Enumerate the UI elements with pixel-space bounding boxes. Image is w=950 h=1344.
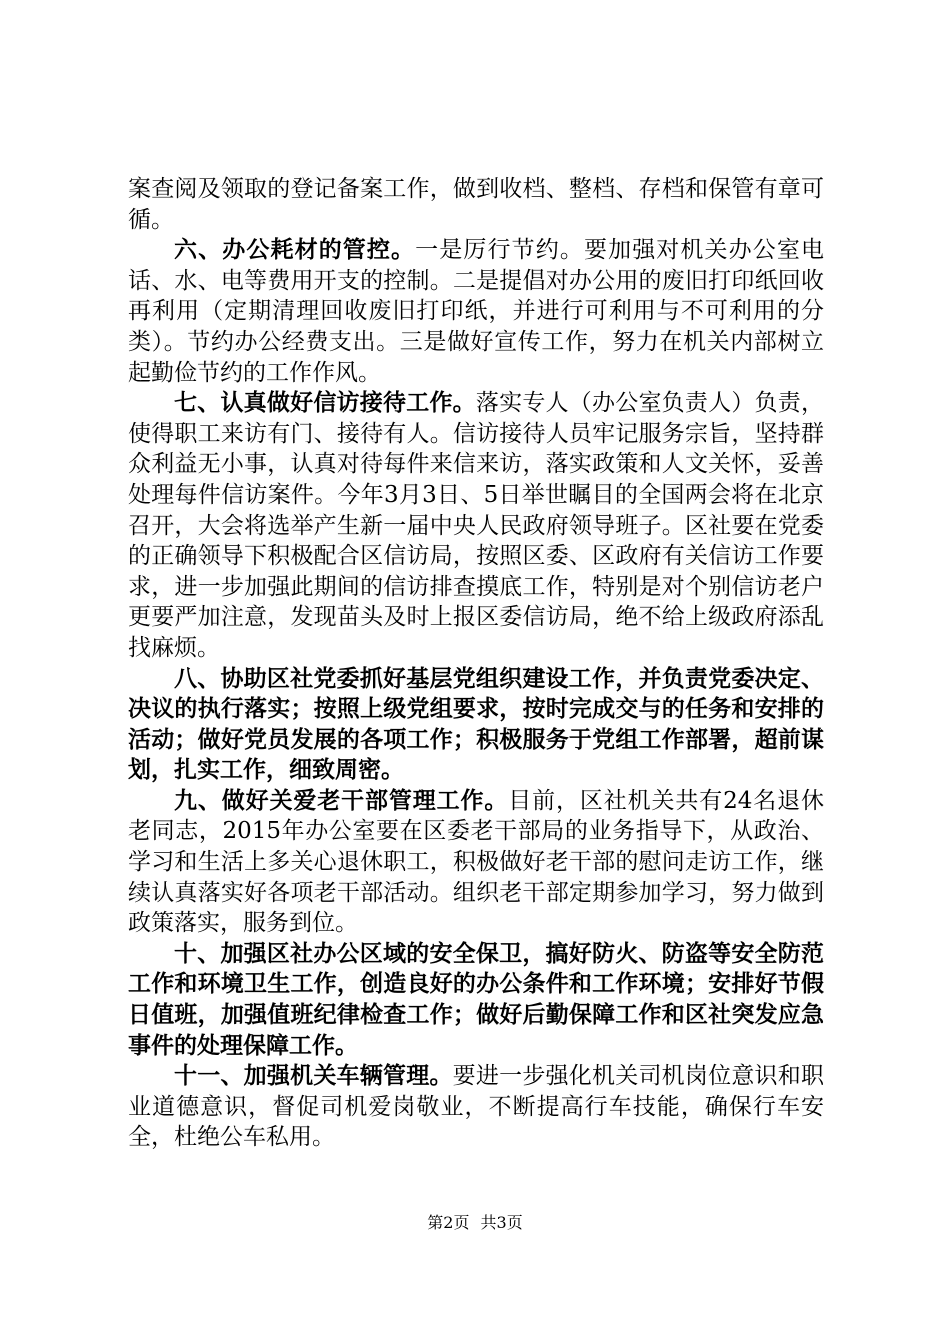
paragraph-text: 一是厉行节约。要加强对机关办公室电话、水、电等费用开支的控制。二是提倡对办公用的废旧打印纸回收再利用（定期清理回收废旧打印纸，并进行可利用与不可利用的分类）。节约办公经费支出。三是做好宣传工作，努力在机关内部树立起勤俭节约的工作作风。	[128, 237, 825, 386]
paragraph-text: 案查阅及领取的登记备案工作，做到收档、整档、存档和保管有章可循。	[128, 176, 824, 233]
page-footer	[0, 1213, 950, 1233]
paragraph-heading: 七、认真做好信访接待工作。	[174, 389, 476, 417]
paragraph-text: 要进一步强化机关司机岗位意识和职业道德意识，督促司机爱岗敬业，不断提高行车技能，确保行车安全，杜绝公车私用。	[128, 1063, 825, 1151]
page-total: 共3页	[480, 1213, 523, 1232]
paragraph-heading: 十一、加强机关车辆管理。	[174, 1062, 453, 1090]
paragraph-security	[128, 939, 824, 1061]
paragraph-office-supplies	[128, 235, 824, 388]
paragraph-vehicle-management	[128, 1061, 824, 1153]
paragraph-petition-reception	[128, 388, 824, 663]
paragraph-text: 落实专人（办公室负责人）负责，使得职工来访有门、接待有人。信访接待人员牢记服务宗旨，坚持群众利益无小事，认真对待每件来信来访，落实政策和人文关怀，妥善处理每件信访案件。今年3月3日、5日举世瞩目的全国两会将在北京召开，大会将选举产生新一届中央人民政府领导班子。区社要在党委的正确领导下积极配合区信访局，按照区委、区政府有关信访工作要求，进一步加强此期间的信访排查摸底工作，特别是对个别信访老户更要严加注意，发现苗头及时上报区委信访局，绝不给上级政府添乱找麻烦。	[128, 390, 825, 661]
paragraph-party-building	[128, 664, 824, 786]
paragraph-heading: 九、做好关爱老干部管理工作。	[174, 786, 509, 814]
paragraph-text: 目前，区社机关共有24名退休老同志，2015年办公室要在区委老干部局的业务指导下，从政治、学习和生活上多关心退休职工，积极做好老干部的慰问走访工作，继续认真落实好各项老干部活动。组织老干部定期参加学习，努力做到政策落实，服务到位。	[128, 787, 824, 937]
document-body	[128, 174, 824, 1153]
paragraph-heading: 十、加强区社办公区域的安全保卫，搞好防火、防盗等安全防范工作和环境卫生工作，创造良好的办公条件和工作环境；安排好节假日值班，加强值班纪律检查工作；做好后勤保障工作和区社突发应急事件的处理保障工作。	[128, 939, 824, 1059]
paragraph-heading: 八、协助区社党委抓好基层党组织建设工作，并负责党委决定、决议的执行落实；按照上级党组要求，按时完成交与的任务和安排的活动；做好党员发展的各项工作；积极服务于党组工作部署，超前谋划，扎实工作，细致周密。	[128, 664, 824, 784]
paragraph-heading: 六、办公耗材的管控。	[174, 236, 416, 264]
paragraph-continuation	[128, 174, 824, 235]
page-number: 第2页	[427, 1213, 470, 1232]
paragraph-retired-cadres	[128, 786, 824, 939]
